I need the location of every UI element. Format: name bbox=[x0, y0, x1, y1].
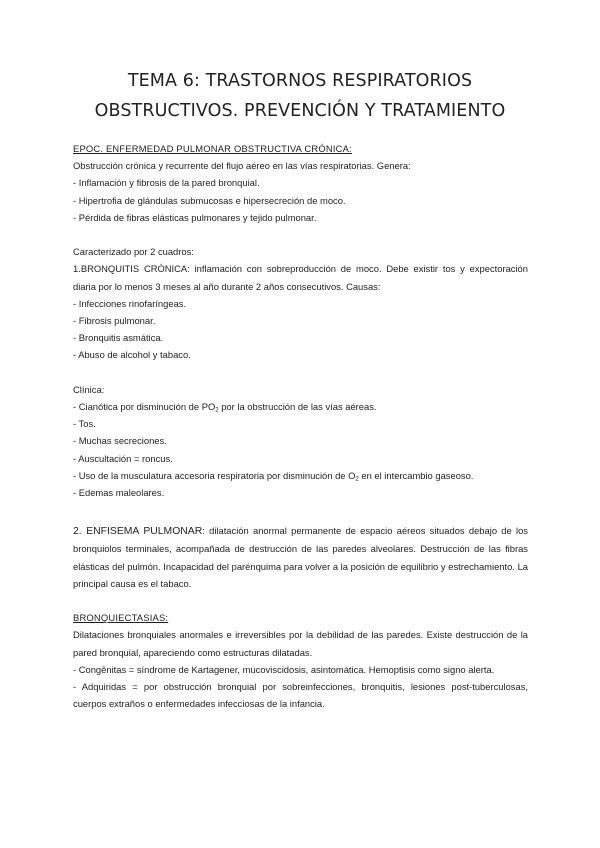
clinica-item-6: - Edemas maleolares. bbox=[73, 487, 165, 499]
clinica-item-5: - Uso de la musculatura accesoria respiratoria por disminución de $O_2$ en el intercambio gaseoso. bbox=[73, 469, 474, 483]
cuadros-intro: Caracterizado por 2 cuadros: bbox=[73, 246, 194, 258]
epoc-effect-3: - Pérdida de fibras elásticas pulmonares y tejido pulmonar. bbox=[73, 211, 317, 223]
causa-3: - Bronquitis asmática. bbox=[73, 332, 164, 344]
clinica-heading: Clínica: bbox=[73, 383, 105, 395]
bronquiectasias-heading: BRONQUIECTASIAS: bbox=[73, 612, 169, 624]
epoc-effect-2: - Hipertrofia de glándulas submucosas e hipersecreción de moco. bbox=[73, 194, 346, 206]
title-line-2: OBSTRUCTIVOS. PREVENCIÓN Y TRATAMIENTO bbox=[94, 101, 506, 121]
bronquitis-paragraph: 1.BRONQUITIS CRÓNICA: inflamación con sobreproducción de moco. Debe existir tos y expectoración diaria por lo menos 3 meses al año durante 2 años consecutivos. Causas: bbox=[73, 263, 528, 292]
clinica-item-3: - Muchas secreciones. bbox=[73, 435, 167, 447]
causa-4: - Abuso de alcohol y tabaco. bbox=[73, 349, 191, 361]
enfisema-paragraph: 2. ENFISEMA PULMONAR: dilatación anormal permanente de espacio aéreos situados debajo de los bronquiolos terminales, acompañada de destrucción de las paredes alveolares. Destrucción de las fibras elásticas del pulmón. Incapacidad del parénquima para volver a la posición de equilibrio y estrechamiento. La principal causa es el tabaco. bbox=[73, 525, 528, 589]
title-line-1: TEMA 6: TRASTORNOS RESPIRATORIOS bbox=[127, 71, 473, 91]
clinica-item-4: - Auscultación = roncus. bbox=[73, 452, 173, 464]
enfisema-label: 2. ENFISEMA PULMONAR bbox=[73, 526, 203, 538]
epoc-intro: Obstrucción crónica y recurrente del flujo aéreo en las vías respiratorias. Genera: bbox=[73, 160, 411, 172]
epoc-effect-1: - Inflamación y fibrosis de la pared bronquial. bbox=[73, 177, 260, 189]
bronquiectasias-adquiridas: - Adquiridas = por obstrucción bronquial por sobreinfecciones, bronquitis, lesiones post-tuberculosas, cuerpos extraños o enfermedades infecciosas de la infancia. bbox=[73, 681, 528, 710]
bronquiectasias-intro: Dilataciones bronquiales anormales e irreversibles por la debilidad de las paredes. Existe destrucción de la pared bronquial, apareciendo como estructuras dilatadas. bbox=[73, 629, 528, 658]
page-title bbox=[40, 66, 560, 126]
epoc-heading: EPOC. ENFERMEDAD PULMONAR OBSTRUCTIVA CRÓNICA: bbox=[73, 143, 352, 154]
bronquiectasias-congenitas: - Congênitas = síndrome de Kartagener, mucoviscidosis, asintomática. Hemoptisis como signo alerta. bbox=[73, 663, 495, 675]
document-body bbox=[73, 140, 528, 712]
causa-2: - Fibrosis pulmonar. bbox=[73, 315, 156, 327]
clinica-item-2: - Tos. bbox=[73, 418, 96, 430]
clinica-item-1: - Cianótica por disminución de $PO_2$ por la obstrucción de las vías aéreas. bbox=[73, 401, 377, 414]
causa-1: - Infecciones rinofaríngeas. bbox=[73, 297, 187, 309]
